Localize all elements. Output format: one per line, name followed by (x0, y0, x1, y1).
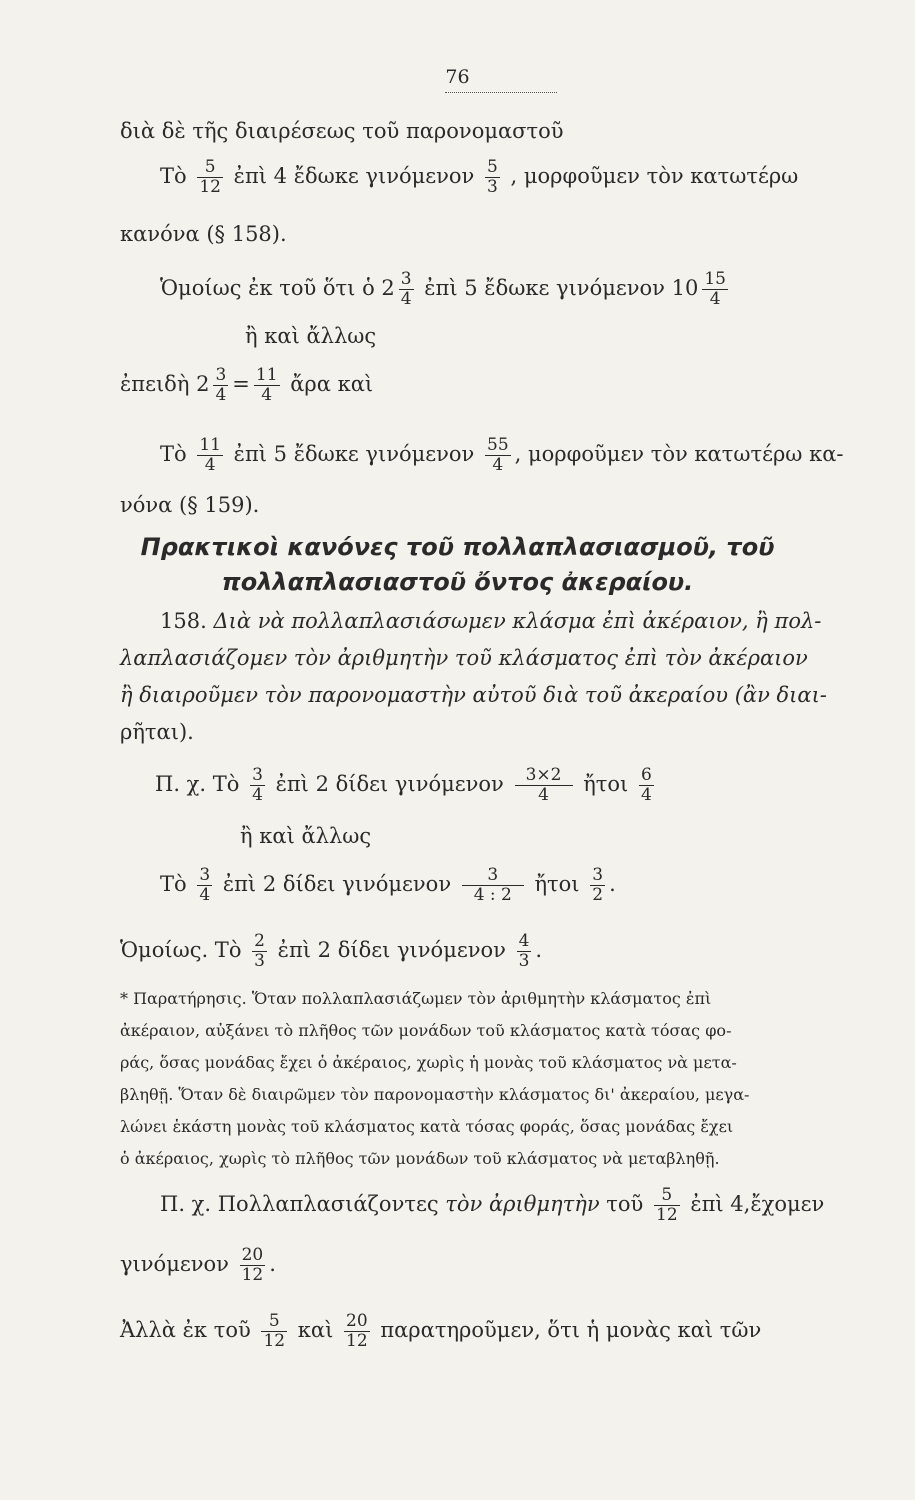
denominator: 12 (346, 1331, 368, 1351)
fraction (254, 366, 280, 405)
denominator: 3 (254, 951, 265, 971)
denominator: 4 : 2 (462, 885, 524, 905)
text-line (120, 366, 373, 405)
example-line (120, 932, 542, 971)
numerator: 3 (199, 865, 211, 885)
page-number-rule (445, 92, 557, 93)
fraction (515, 766, 573, 805)
note-line: βληθῇ. Ὅταν δὲ διαιρῶμεν τὸν παρονομαστὴν κλάσματος δι' ἀκεραίου, μεγα- (120, 1085, 750, 1104)
text-span: ἐπὶ 2 δίδει γινόμενον (275, 772, 504, 796)
example-line (155, 766, 658, 805)
rule-text: Διὰ νὰ πολλαπλασιάσωμεν κλάσμα ἐπὶ ἀκέραιον, ἢ πολ- (213, 609, 822, 633)
text-line (160, 436, 844, 475)
rule-line: λαπλασιάζομεν τὸν ἀριθμητὴν τοῦ κλάσματος ἐπὶ τὸν ἀκέραιον (120, 646, 808, 670)
numerator: 2 (254, 931, 265, 951)
text-line: νόνα (§ 159). (120, 493, 260, 517)
text-span: γινόμενον (120, 1252, 229, 1276)
denominator: 4 (702, 289, 728, 309)
text-span: ἐπὶ 5 ἔδωκε γινόμενον (233, 442, 475, 466)
text-span: , μορφοῦμεν τὸν κατωτέρω κα- (514, 442, 844, 466)
numerator: 5 (661, 1185, 673, 1205)
note-line: ὁ ἀκέραιος, χωρὶς τὸ πλῆθος τῶν μονάδων τοῦ κλάσματος νὰ μεταβληθῇ. (120, 1149, 720, 1168)
fraction (399, 270, 414, 309)
denominator: 4 (254, 385, 280, 405)
denominator: 4 (515, 785, 573, 805)
note-line: ἀκέραιον, αὐξάνει τὸ πλῆθος τῶν μονάδων τοῦ κλάσματος κατὰ τόσας φο- (120, 1021, 732, 1040)
fraction (197, 436, 223, 475)
section-heading: πολλαπλασιαστοῦ ὄντος ἀκεραίου. (221, 568, 694, 596)
text-span: Ὁμοίως. Τὸ (120, 938, 242, 962)
text-span: ἤτοι (583, 772, 629, 796)
fraction (261, 1312, 287, 1351)
text-line (160, 270, 732, 309)
denominator: 3 (487, 177, 498, 197)
text-span: καὶ (297, 1318, 334, 1342)
numerator: 3 (252, 765, 263, 785)
numerator: 55 (487, 435, 509, 455)
numerator: 5 (204, 157, 216, 177)
denominator: 4 (485, 455, 511, 475)
text-span: ἐπὶ 4 ἔδωκε γινόμενον (233, 164, 475, 188)
numerator: 11 (199, 435, 221, 455)
numerator: 6 (640, 765, 652, 785)
numerator: 3 (592, 865, 604, 885)
numerator: 15 (704, 269, 726, 289)
text-line (160, 158, 798, 197)
text-span: Π. χ. Πολλαπλασιάζοντες (160, 1192, 439, 1216)
fraction (252, 932, 267, 971)
text-span: Ἀλλὰ ἐκ τοῦ (120, 1318, 251, 1342)
denominator: 12 (199, 177, 221, 197)
denominator: 4 (640, 785, 652, 805)
note-line: * Παρατήρησις. Ὅταν πολλαπλασιάζωμεν τὸν ἀριθμητὴν κλάσματος ἐπὶ (120, 989, 712, 1008)
fraction (517, 932, 532, 971)
denominator: 4 (197, 455, 223, 475)
denominator: 4 (199, 885, 211, 905)
denominator: 12 (656, 1205, 678, 1225)
denominator: 3 (518, 951, 530, 971)
note-line: λώνει ἑκάστη μονὰς τοῦ κλάσματος κατὰ τόσας φοράς, ὅσας μονάδας ἔχει (120, 1117, 734, 1136)
text-span: = (232, 372, 250, 396)
numerator: 3×2 (525, 765, 562, 785)
text-span: Τὸ (160, 442, 187, 466)
fraction (344, 1312, 370, 1351)
text-line: ἢ καὶ ἄλλως (245, 324, 377, 348)
rule-line: ἢ διαιροῦμεν τὸν παρονομαστὴν αὐτοῦ διὰ τοῦ ἀκεραίου (ἂν διαι- (120, 683, 827, 707)
fraction (197, 866, 212, 905)
text-span: ἐπὶ 4,ἔχομεν (690, 1192, 825, 1216)
text-span: , μορφοῦμεν τὸν κατωτέρω (510, 164, 799, 188)
denominator: 4 (215, 385, 227, 405)
text-span: Ὁμοίως ἐκ τοῦ ὅτι ὁ 2 (160, 276, 395, 300)
fraction (462, 866, 524, 905)
rule-line (160, 608, 821, 634)
text-span: ἐπὶ 2 δίδει γινόμενον (222, 872, 452, 896)
text-span: . (609, 872, 616, 896)
text-span: ἄρα καὶ (290, 372, 374, 396)
text-span: ἐπειδὴ 2 (120, 372, 210, 396)
numerator: 3 (487, 865, 499, 885)
denominator: 4 (252, 785, 263, 805)
example-line (160, 1186, 824, 1225)
rule-number: 158. (160, 609, 207, 633)
section-heading: Πρακτικοὶ κανόνες τοῦ πολλαπλασιασμοῦ, τοῦ (140, 533, 775, 561)
example-line (120, 1246, 276, 1285)
text-line: διὰ δὲ τῆς διαιρέσεως τοῦ παρονομαστοῦ (120, 119, 564, 143)
text-line: κανόνα (§ 158). (120, 222, 287, 246)
text-span: τοῦ (606, 1192, 644, 1216)
fraction (250, 766, 265, 805)
rule-line: ρῆται). (120, 720, 194, 744)
text-line: ἢ καὶ ἄλλως (240, 824, 372, 848)
numerator: 5 (487, 157, 498, 177)
fraction (485, 436, 511, 475)
text-span: . (535, 938, 543, 962)
numerator: 3 (215, 365, 227, 385)
page-number: 76 (445, 66, 470, 88)
denominator: 4 (400, 289, 412, 309)
denominator: 2 (592, 885, 604, 905)
fraction (702, 270, 728, 309)
text-span: ἐπὶ 2 δίδει γινόμενον (277, 938, 506, 962)
fraction (590, 866, 605, 905)
example-line (120, 1312, 761, 1351)
fraction (213, 366, 228, 405)
numerator: 20 (346, 1311, 368, 1331)
denominator: 12 (263, 1331, 286, 1351)
text-span: . (269, 1252, 276, 1276)
text-span: Τὸ (160, 164, 187, 188)
fraction (197, 158, 223, 197)
text-span: ἐπὶ 5 ἔδωκε γινόμενον 10 (424, 276, 699, 300)
numerator: 11 (255, 365, 278, 385)
example-line (160, 866, 616, 905)
text-span: ἤτοι (534, 872, 580, 896)
numerator: 4 (518, 931, 530, 951)
fraction (485, 158, 500, 197)
text-span: Τὸ (160, 872, 187, 896)
fraction (639, 766, 654, 805)
note-line: ράς, ὅσας μονάδας ἔχει ὁ ἀκέραιος, χωρὶς ἡ μονὰς τοῦ κλάσματος νὰ μετα- (120, 1053, 737, 1072)
fraction (240, 1246, 266, 1285)
fraction (654, 1186, 680, 1225)
text-span: Π. χ. Τὸ (155, 772, 240, 796)
denominator: 12 (241, 1265, 264, 1285)
numerator: 5 (268, 1311, 280, 1331)
text-span: τὸν ἀριθμητὴν (445, 1192, 600, 1216)
numerator: 3 (400, 269, 412, 289)
text-span: παρατηροῦμεν, ὅτι ἡ μονὰς καὶ τῶν (380, 1318, 762, 1342)
numerator: 20 (241, 1245, 264, 1265)
